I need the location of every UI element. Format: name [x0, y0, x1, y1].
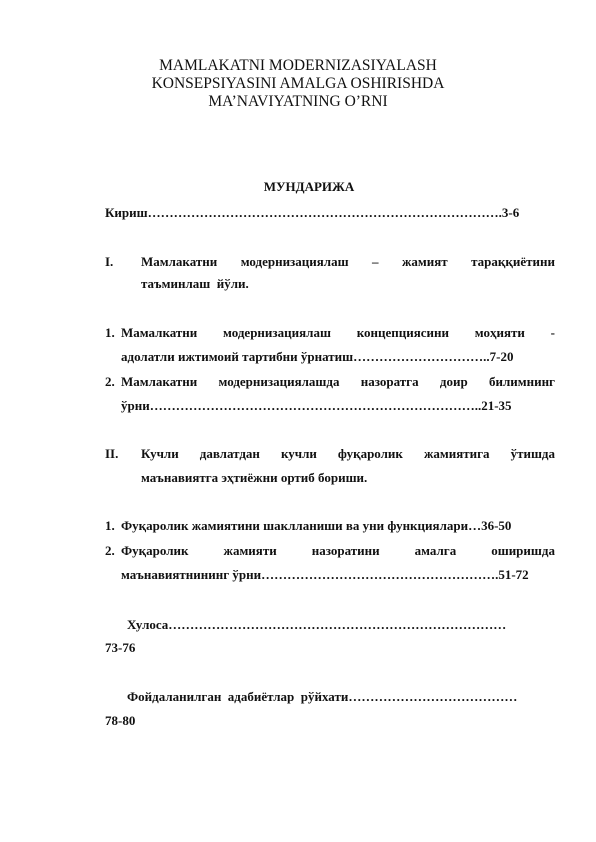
word: назоратга: [360, 374, 419, 389]
word: билимнинг: [488, 374, 555, 389]
word: -: [550, 325, 555, 340]
section-1-title-line-1: [141, 254, 555, 270]
section-1-item-2-line-1: [121, 374, 555, 390]
section-2-item-2-number: 2.: [105, 543, 115, 558]
section-2-item-1-line-1: Фуқаролик жамиятини шаклланиши ва уни функциялари…36-50: [121, 518, 512, 533]
title-line-2: KONSEPSIYASINI AMALGA OSHIRISHDA: [151, 75, 445, 92]
word: фуқаролик: [337, 446, 403, 461]
section-2-item-2-line-1: [121, 543, 555, 559]
word: жамиятига: [423, 446, 490, 461]
references-text: Фойдаланилган адабиётлар рўйхати…………………………………: [127, 689, 518, 704]
word: модернизациялаш: [240, 254, 349, 269]
word: жамияти: [223, 543, 277, 558]
word: назоратини: [311, 543, 380, 558]
section-2-title-line-1: [141, 446, 555, 462]
word: оширишда: [491, 543, 555, 558]
word: –: [372, 254, 379, 269]
word: Мамлакатни: [121, 374, 198, 389]
section-1-item-1-line-2: адолатли ижтимоий тартибни ўрнатиш…………………………..7-20: [121, 349, 514, 364]
word: ўтишда: [510, 446, 555, 461]
title-line-1: MAMLAKATNI MODERNIZASIYALASH: [159, 57, 437, 74]
word: Кучли: [141, 446, 179, 461]
section-2-item-2-line-2: маънавиятнининг ўрни……………………………………………….51-72: [121, 567, 529, 582]
toc-intro: Кириш……………………………………………………………………….3-6: [105, 205, 520, 220]
word: Мамалкатни: [121, 325, 198, 340]
references-pages: 78-80: [105, 713, 136, 728]
word: кучли: [280, 446, 317, 461]
word: тараққиётини: [471, 254, 555, 269]
word: модернизациялашда: [218, 374, 340, 389]
conclusion-pages: 73-76: [105, 640, 136, 655]
word: давлатдан: [199, 446, 260, 461]
section-2-item-1-number: 1.: [105, 518, 115, 533]
word: амалга: [414, 543, 457, 558]
word: доир: [439, 374, 468, 389]
word: концепциясини: [356, 325, 450, 340]
word: моҳияти: [474, 325, 525, 340]
title-line-3: MA’NAVIYATNING O’RNI: [208, 93, 388, 110]
word: модернизациялаш: [223, 325, 331, 340]
section-1-item-1-number: 1.: [105, 325, 115, 340]
section-1-item-1-line-1: [121, 325, 555, 341]
word: Мамлакатни: [141, 254, 218, 269]
word: Фуқаролик: [121, 543, 189, 558]
section-1-item-2-line-2: ўрни…………………………………………………………………..21-35: [121, 398, 512, 413]
conclusion-text: Хулоса……………………………………………………………………: [127, 617, 507, 632]
section-1-number: I.: [105, 254, 114, 269]
section-1-title-line-2: таъминлаш йўли.: [141, 276, 249, 291]
section-1-item-2-number: 2.: [105, 374, 115, 389]
section-2-number: II.: [105, 446, 119, 461]
section-2-title-line-2: маънавиятга эҳтиёжни ортиб бориши.: [141, 470, 368, 485]
word: жамият: [401, 254, 448, 269]
toc-heading: МУНДАРИЖА: [263, 179, 355, 194]
